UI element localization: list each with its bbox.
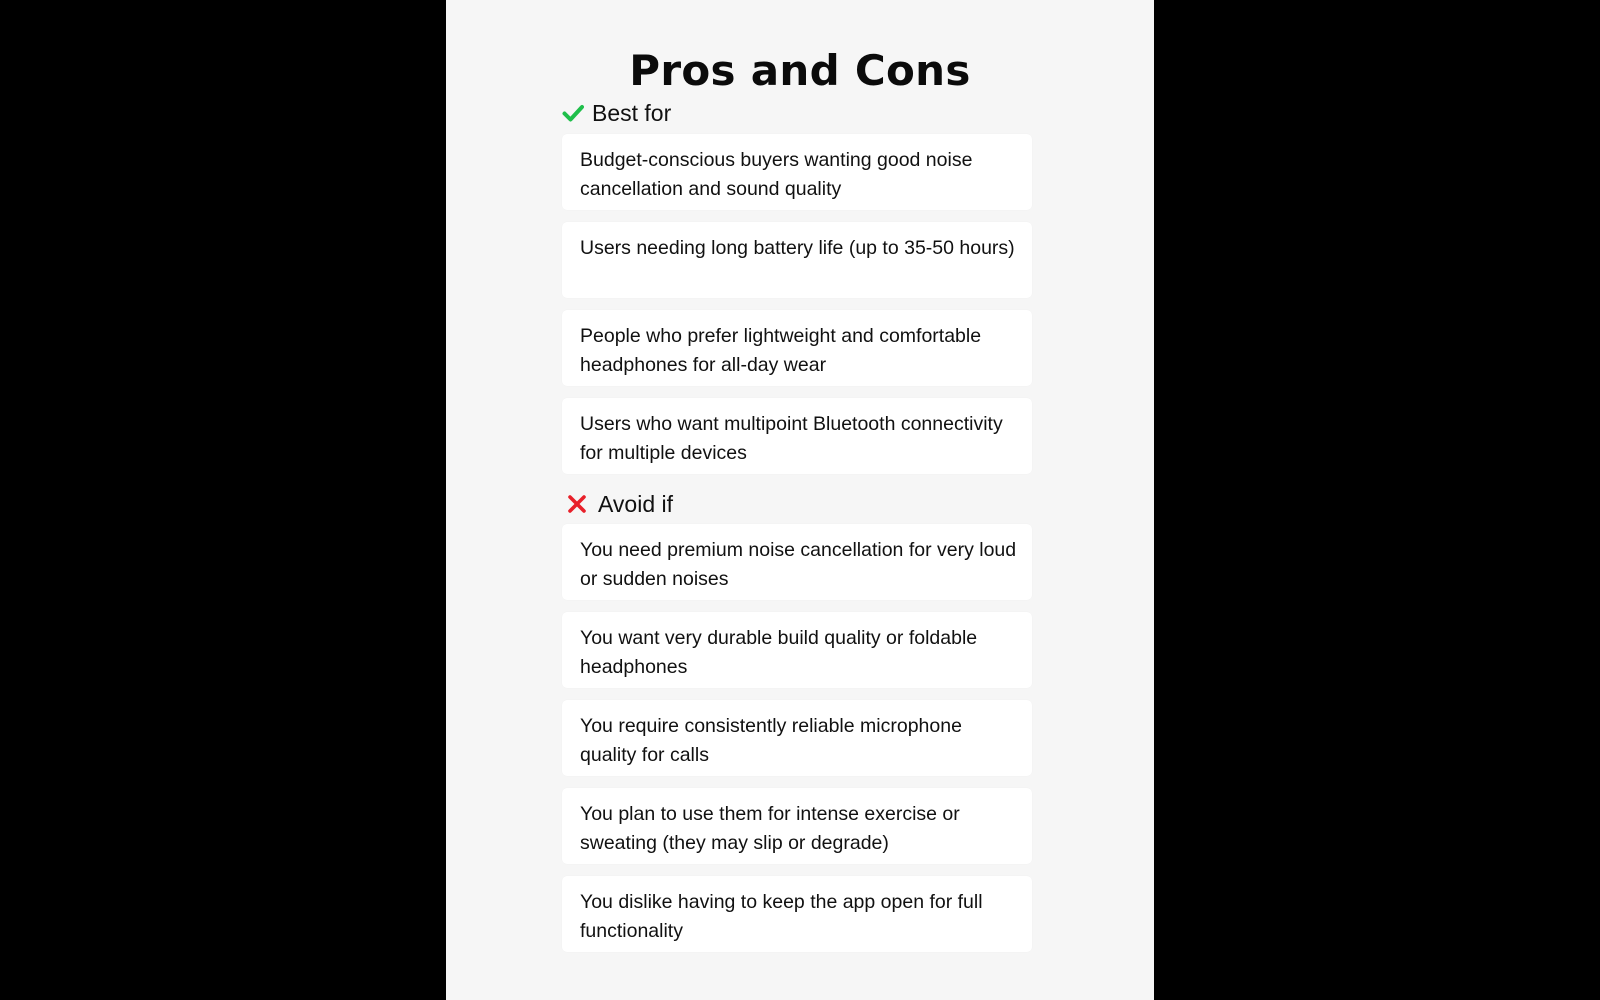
avoid-if-list	[562, 524, 1032, 964]
cross-icon	[566, 493, 588, 515]
avoid-if-item: You plan to use them for intense exercise or sweating (they may slip or degrade)	[562, 788, 1032, 864]
best-for-heading	[562, 98, 671, 128]
check-icon	[562, 102, 584, 124]
best-for-list	[562, 134, 1032, 486]
best-for-item: People who prefer lightweight and comfortable headphones for all-day wear	[562, 310, 1032, 386]
avoid-if-item: You want very durable build quality or foldable headphones	[562, 612, 1032, 688]
avoid-if-heading	[566, 489, 673, 519]
content-panel	[446, 0, 1154, 1000]
best-for-item: Budget-conscious buyers wanting good noise cancellation and sound quality	[562, 134, 1032, 210]
avoid-if-item: You dislike having to keep the app open for full functionality	[562, 876, 1032, 952]
best-for-item: Users needing long battery life (up to 35-50 hours)	[562, 222, 1032, 298]
page-title: Pros and Cons	[629, 46, 971, 95]
avoid-if-item: You require consistently reliable microphone quality for calls	[562, 700, 1032, 776]
best-for-label: Best for	[592, 99, 672, 126]
avoid-if-label: Avoid if	[598, 490, 674, 517]
avoid-if-item: You need premium noise cancellation for very loud or sudden noises	[562, 524, 1032, 600]
best-for-item: Users who want multipoint Bluetooth connectivity for multiple devices	[562, 398, 1032, 474]
